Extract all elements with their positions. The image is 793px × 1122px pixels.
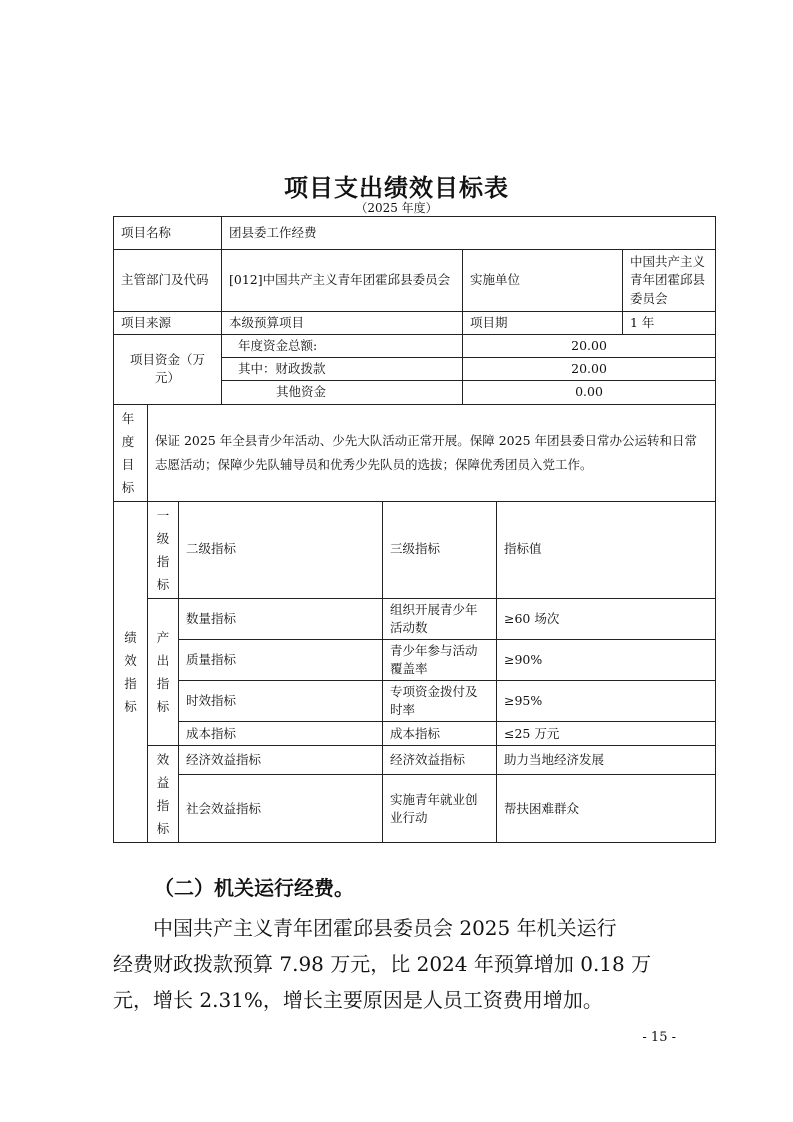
output-value: ≥60 场次 <box>497 598 716 639</box>
output-l3: 组织开展青少年活动数 <box>383 598 497 639</box>
output-value: ≤25 万元 <box>497 722 716 746</box>
level1-header: 一级指标 <box>148 501 179 598</box>
level3-header: 三级指标 <box>383 501 497 598</box>
value-header: 指标值 <box>497 501 716 598</box>
page-subtitle: （2025 年度） <box>355 201 438 215</box>
funds-label: 项目资金（万元） <box>114 335 222 404</box>
dept-value: [012]中国共产主义青年团霍邱县委员会 <box>222 250 463 312</box>
output-label: 产出指标 <box>148 598 179 746</box>
dept-label: 主管部门及代码 <box>114 250 222 312</box>
performance-table <box>113 216 715 837</box>
benefit-l3: 实施青年就业创业行动 <box>383 775 497 843</box>
funds-total-label: 年度资金总额: <box>222 335 463 358</box>
period-value: 1 年 <box>623 312 716 335</box>
output-value: ≥90% <box>497 639 716 680</box>
paragraph-line: 经费财政拨款预算 7.98 万元，比 2024 年预算增加 0.18 万 <box>113 952 652 976</box>
funds-total-value: 20.00 <box>463 335 716 358</box>
source-value: 本级预算项目 <box>222 312 463 335</box>
funds-fiscal-label: 其中：财政拨款 <box>222 358 463 381</box>
output-l2: 质量指标 <box>179 639 383 680</box>
funds-other-value: 0.00 <box>463 381 716 404</box>
output-l3: 成本指标 <box>383 722 497 746</box>
source-label: 项目来源 <box>114 312 222 335</box>
funds-other-label: 其他资金 <box>222 381 463 404</box>
benefit-label: 效益指标 <box>148 746 179 843</box>
project-name-value: 团县委工作经费 <box>222 217 716 250</box>
page-title: 项目支出绩效目标表 <box>284 173 509 202</box>
funds-fiscal-value: 20.00 <box>463 358 716 381</box>
impl-value: 中国共产主义青年团霍邱县委员会 <box>623 250 716 312</box>
output-l3: 青少年参与活动覆盖率 <box>383 639 497 680</box>
output-l2: 成本指标 <box>179 722 383 746</box>
benefit-l2: 社会效益指标 <box>179 775 383 843</box>
impl-label: 实施单位 <box>463 250 623 312</box>
benefit-l2: 经济效益指标 <box>179 746 383 775</box>
goal-text: 保证 2025 年全县青少年活动、少先大队活动正常开展。保障 2025 年团县委日常办公运转和日常志愿活动；保障少先队辅导员和优秀少先队员的选拔；保障优秀团员入党工作。 <box>148 404 716 501</box>
output-l3: 专项资金拨付及时率 <box>383 681 497 722</box>
body-paragraph <box>113 910 693 1018</box>
output-value: ≥95% <box>497 681 716 722</box>
benefit-l3: 经济效益指标 <box>383 746 497 775</box>
period-label: 项目期 <box>463 312 623 335</box>
perf-label: 绩效指标 <box>114 501 148 843</box>
output-l2: 时效指标 <box>179 681 383 722</box>
page-number: - 15 - <box>642 1030 676 1045</box>
paragraph-line: 中国共产主义青年团霍邱县委员会 2025 年机关运行 <box>153 916 617 940</box>
project-name-label: 项目名称 <box>114 217 222 250</box>
section-heading: （二）机关运行经费。 <box>154 876 354 900</box>
benefit-value: 助力当地经济发展 <box>497 746 716 775</box>
benefit-value: 帮扶困难群众 <box>497 775 716 843</box>
output-l2: 数量指标 <box>179 598 383 639</box>
goal-label: 年度目标 <box>114 404 148 501</box>
level2-header: 二级指标 <box>179 501 383 598</box>
paragraph-line: 元，增长 2.31%，增长主要原因是人员工资费用增加。 <box>113 988 603 1012</box>
